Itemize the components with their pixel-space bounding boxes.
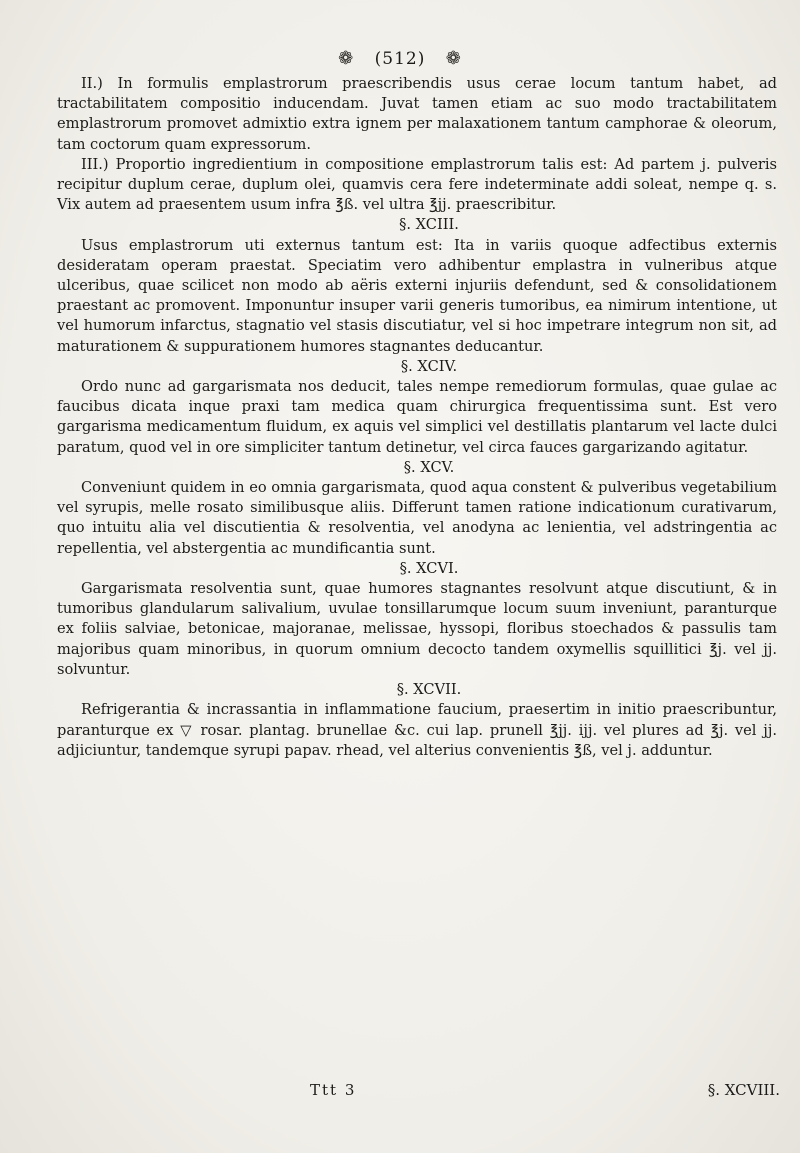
catchword: §. XCVIII. xyxy=(707,1081,780,1099)
section-heading: §. XCVI. xyxy=(399,559,459,577)
paragraph: III.) Proportio ingredientium in compositione emplastrorum talis est: Ad partem j. pulveris recipitur duplum cerae, duplum olei, quamvis cera fere indeterminate addi soleat, nempe q. s. Vix autem ad praesentem usum infra ℥ß. vel ultra ℥jj. praescribitur. xyxy=(57,155,777,214)
page-header xyxy=(0,48,800,69)
body-text xyxy=(57,74,777,761)
paragraph: II.) In formulis emplastrorum praescribendis usus cerae locum tantum habet, ad tractabilitatem compositio inducendam. Juvat tamen etiam ac suo modo tractabilitatem emplastrorum promovet admixtio extra ignem per malaxationem tantum camphorae & oleorum, tam coctorum quam expressorum. xyxy=(57,75,777,153)
section-heading: §. XCIV. xyxy=(400,357,458,375)
section-heading: §. XCVII. xyxy=(396,681,462,699)
page-number: (512) xyxy=(374,49,426,69)
fleuron-left-icon: ❁ xyxy=(338,48,355,69)
section-heading: §. XCV. xyxy=(403,458,455,476)
signature-mark: Ttt 3 xyxy=(310,1081,357,1099)
paragraph: Usus emplastrorum uti externus tantum est: Ita in variis quoque adfectibus externis desideratam operam praestat. Speciatim vero adhibentur emplastra in vulneribus atque ulceribus, quae scilicet non modo ab aëris externi injuriis defendunt, sed & consolidationem praestant ac promovent. Imponuntur insuper varii generis tumoribus, ea nimirum intentione, ut vel humorum infarctus, stagnatio vel stasis discutiatur, vel si hoc impetrare integrum non sit, ad maturationem & suppurationem humores stagnantes deducantur. xyxy=(57,236,777,355)
paragraph: Refrigerantia & incrassantia in inflammatione faucium, praesertim in initio praescribuntur, paranturque ex ▽ rosar. plantag. brunellae &c. cui lap. prunell ℥jj. ijj. vel plures ad ℥j. vel jj. adjiciuntur, tandemque syrupi papav. rhead, vel alterius convenientis ℥ß, vel j. adduntur. xyxy=(57,701,777,759)
paragraph: Gargarismata resolventia sunt, quae humores stagnantes resolvunt atque discutiunt, & in tumoribus glandularum salivalium, uvulae tonsillarumque locum suum inveniunt, paranturque ex foliis salviae, betonicae, majoranae, melissae, hyssopi, floribus stoechados & passulis tam majoribus quam minoribus, in quorum omnium decocto tandem oxymellis squillitici ℥j. vel jj. solvuntur. xyxy=(57,580,777,678)
paragraph: Conveniunt quidem in eo omnia gargarismata, quod aqua constent & pulveribus vegetabilium vel syrupis, melle rosato similibusque aliis. Differunt tamen ratione indicationum curativarum, quo intuitu alia vel discutientia & resolventia, vel anodyna ac lenientia, vel adstringentia ac repellentia, vel abstergentia ac mundificantia sunt. xyxy=(57,479,777,557)
paragraph: Ordo nunc ad gargarismata nos deducit, tales nempe remediorum formulas, quae gulae ac faucibus dicata inque praxi tam medica quam chirurgica frequentissima sunt. Est vero gargarisma medicamentum fluidum, ex aquis vel simplici vel destillatis plantarum vel lacte dulci paratum, quod vel in ore simpliciter tantum detinetur, vel circa fauces gargarizando agitatur. xyxy=(57,378,777,456)
fleuron-right-icon: ❁ xyxy=(445,48,462,69)
section-heading: §. XCIII. xyxy=(399,216,459,234)
